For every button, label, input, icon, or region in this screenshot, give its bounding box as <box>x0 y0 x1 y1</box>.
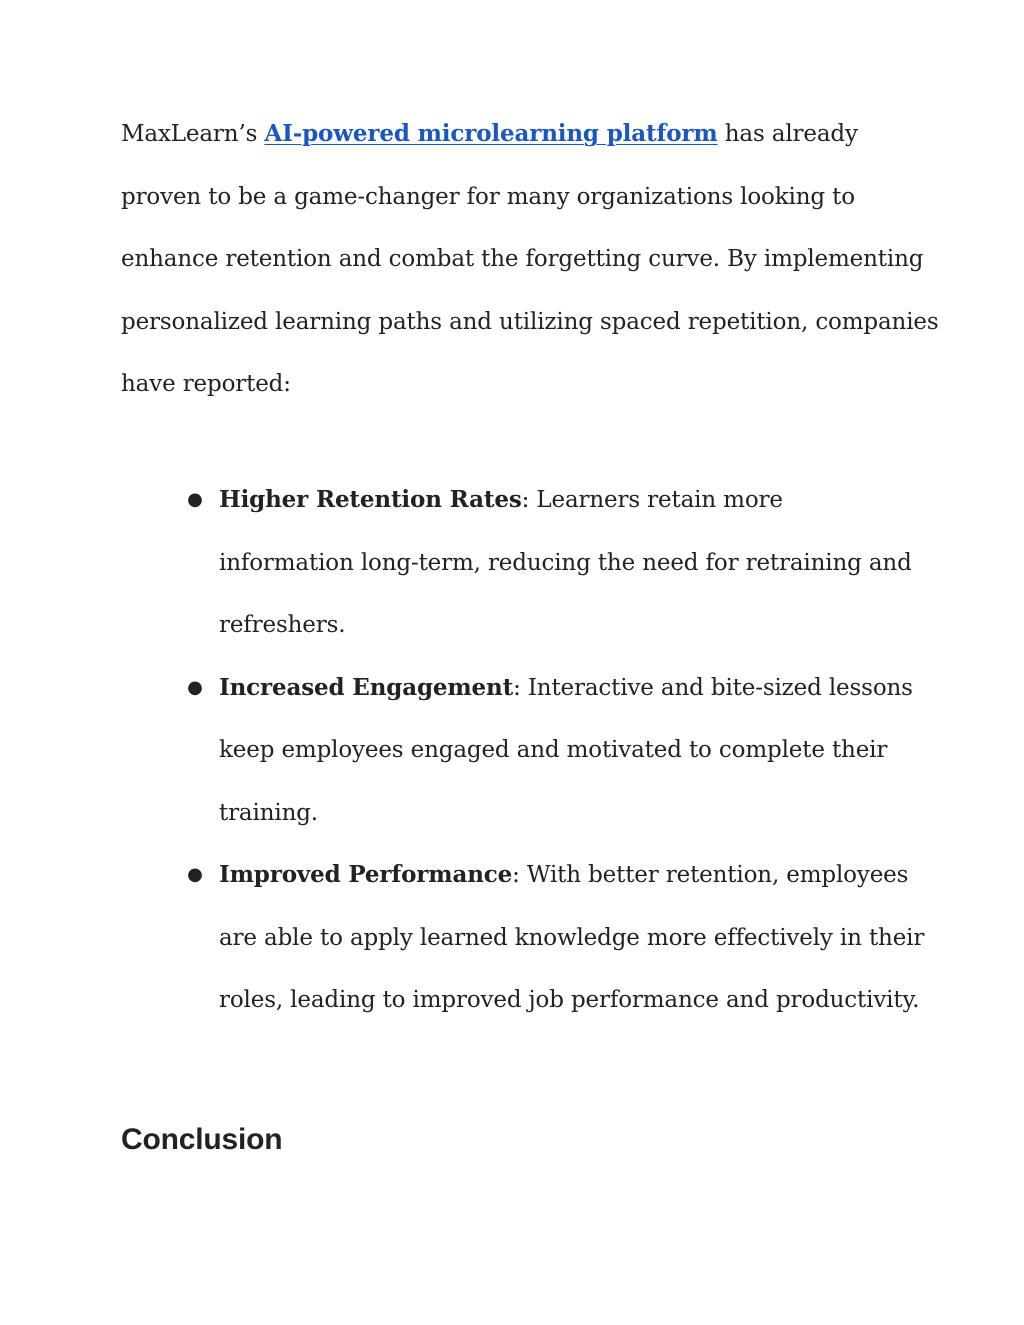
intro-line-4: personalized learning paths and utilizing spaced repetition, companies <box>121 309 939 335</box>
benefit-description-start: : With better retention, employees <box>512 862 909 888</box>
intro-line-2: proven to be a game-changer for many organizations looking to <box>121 184 855 210</box>
benefit-line-3: training. <box>219 800 318 826</box>
bullet-icon: ● <box>187 489 203 510</box>
benefit-line-3: roles, leading to improved job performance and productivity. <box>219 987 920 1013</box>
benefit-line-3: refreshers. <box>219 612 346 638</box>
benefit-line-2: are able to apply learned knowledge more effectively in their <box>219 925 925 951</box>
benefit-description-start: : Interactive and bite-sized lessons <box>513 675 913 701</box>
intro-line-3: enhance retention and combat the forgetting curve. By implementing <box>121 246 924 272</box>
intro-text-after-link: has already <box>717 121 858 147</box>
intro-line-1 <box>121 119 858 149</box>
benefit-line-2: information long-term, reducing the need for retraining and <box>219 550 912 576</box>
benefit-line-1 <box>219 860 908 890</box>
benefit-title: Higher Retention Rates <box>219 486 522 513</box>
benefit-title: Improved Performance <box>219 861 513 888</box>
benefit-line-1 <box>219 485 783 515</box>
ai-powered-microlearning-platform-link[interactable]: AI-powered microlearning platform <box>264 120 718 147</box>
intro-line-5: have reported: <box>121 371 291 397</box>
benefit-line-2: keep employees engaged and motivated to complete their <box>219 737 888 763</box>
benefit-title: Increased Engagement <box>219 674 514 701</box>
section-heading-conclusion: Conclusion <box>121 1123 283 1156</box>
bullet-icon: ● <box>187 677 203 698</box>
intro-text-before-link: MaxLearn’s <box>121 121 265 147</box>
benefit-description-start: : Learners retain more <box>521 487 783 513</box>
bullet-icon: ● <box>187 864 203 885</box>
benefit-line-1 <box>219 673 913 703</box>
